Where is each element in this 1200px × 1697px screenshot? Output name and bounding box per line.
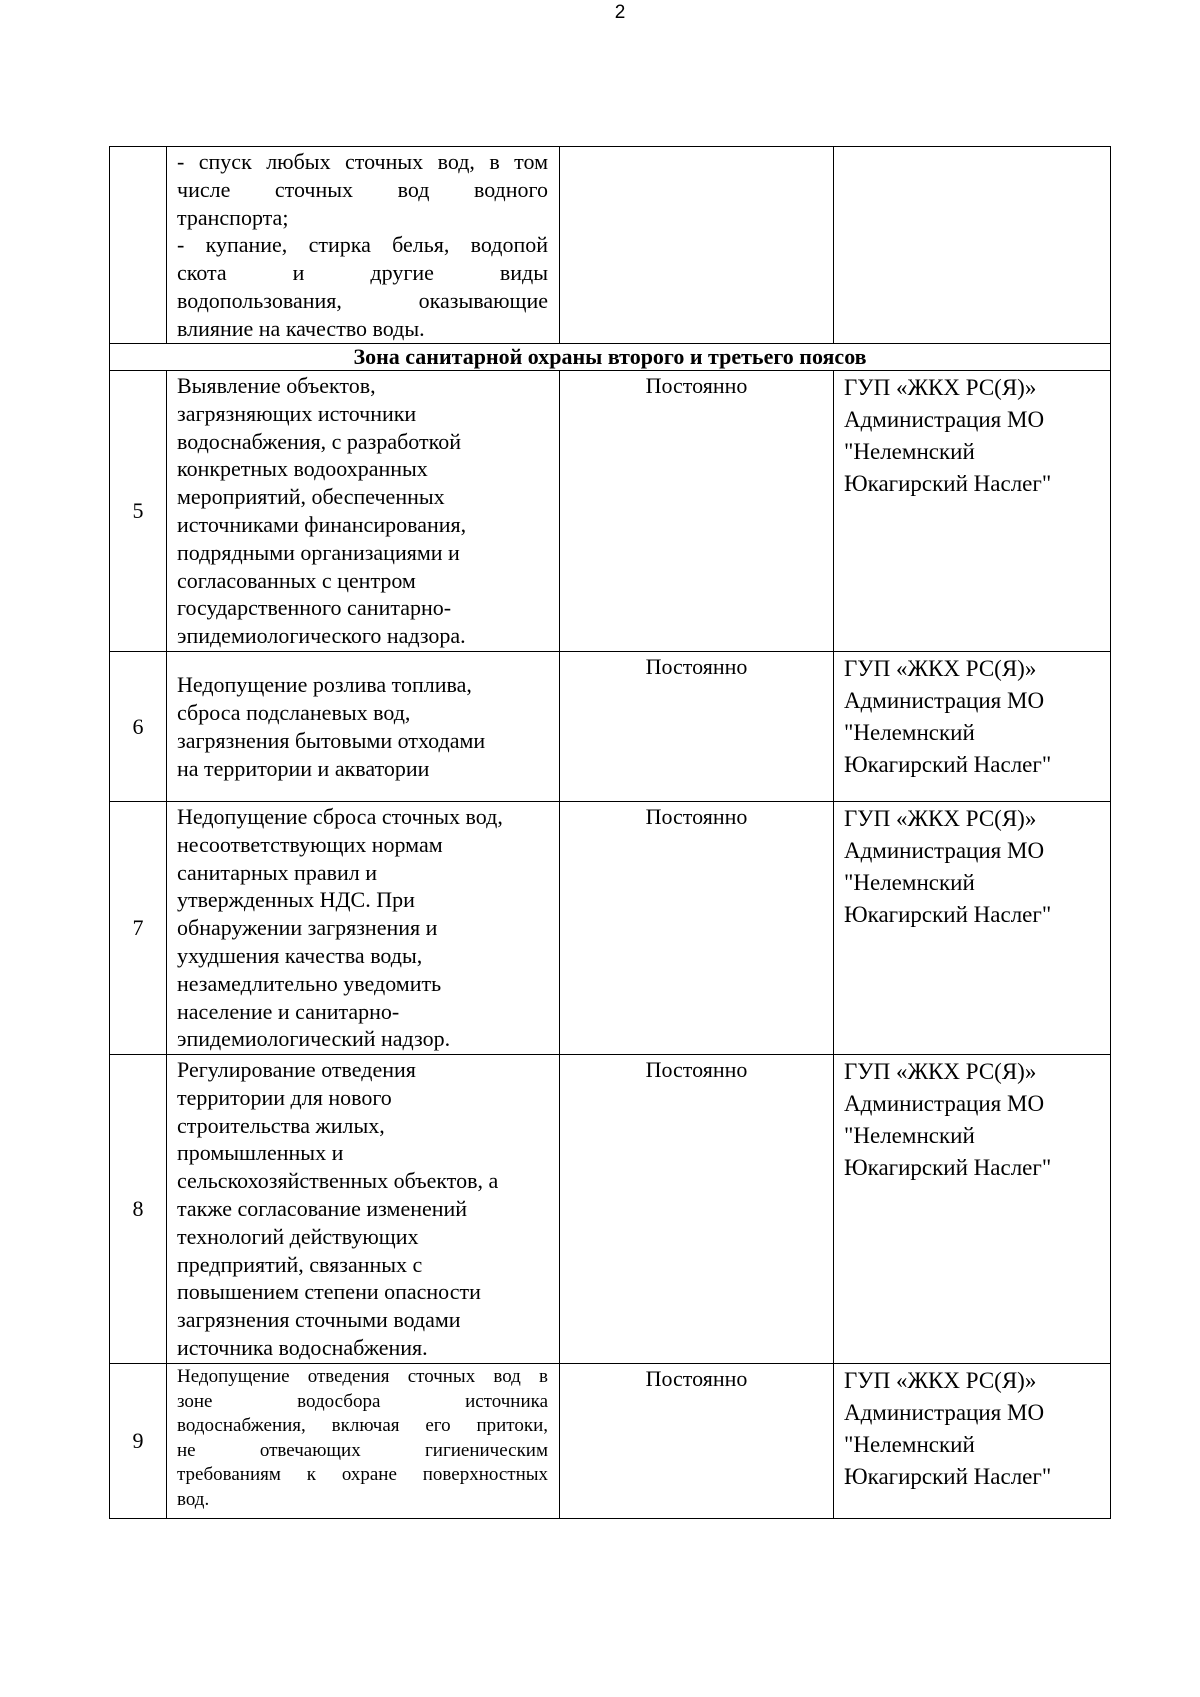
desc-line: загрязнения бытовыми отходами: [177, 728, 486, 753]
desc-line: Недопущение отведения сточных вод в: [177, 1366, 548, 1387]
desc-line: также согласование изменений: [177, 1195, 468, 1221]
desc-line: обнаружении загрязнения и: [177, 915, 438, 941]
desc-line: влияние на качество воды.: [177, 315, 425, 341]
row-number: 8: [110, 1055, 167, 1364]
responsible-line: ГУП «ЖКХ РС(Я)»: [844, 375, 1037, 400]
desc-line: несоответствующих нормам: [177, 831, 443, 857]
responsible-line: ГУП «ЖКХ РС(Я)»: [844, 1059, 1037, 1084]
desc-line: население и санитарно-: [177, 998, 400, 1024]
desc-line: промышленных и: [177, 1140, 344, 1166]
responsible-line: Администрация МО: [844, 688, 1045, 713]
desc-line: эпидемиологического надзора.: [177, 623, 466, 649]
desc-line: - купание, стирка белья, водопой: [177, 232, 548, 258]
row-responsible: [834, 371, 1111, 652]
responsible-line: "Нелемнский: [844, 1432, 975, 1457]
responsible-line: Юкагирский Наслег": [844, 1464, 1052, 1489]
desc-line: сельскохозяйственных объектов, а: [177, 1168, 499, 1194]
desc-line: конкретных водоохранных: [177, 456, 428, 482]
desc-line: незамедлительно уведомить: [177, 970, 442, 996]
row-term: [560, 147, 834, 344]
responsible-line: Юкагирский Наслег": [844, 752, 1052, 777]
desc-line: водоснабжения, включая его притоки,: [177, 1415, 548, 1436]
responsible-line: Юкагирский Наслег": [844, 1155, 1052, 1180]
desc-line: подрядными организациями и: [177, 539, 460, 565]
row-description: [167, 652, 560, 802]
desc-line: - спуск любых сточных вод, в том: [177, 149, 548, 174]
responsible-line: Юкагирский Наслег": [844, 471, 1052, 496]
desc-line: водопользования, оказывающие: [177, 287, 548, 313]
row-responsible: [834, 1055, 1111, 1364]
section-header-row: [110, 344, 1111, 371]
desc-line: утвержденных НДС. При: [177, 887, 415, 913]
desc-line: сброса подсланевых вод,: [177, 700, 411, 726]
desc-line: числе сточных вод водного: [177, 176, 548, 202]
measures-table: [109, 146, 1111, 1519]
desc-line: повышением степени опасности: [177, 1279, 481, 1305]
desc-line: эпидемиологический надзор.: [177, 1026, 451, 1052]
row-description: [167, 147, 560, 344]
responsible-line: "Нелемнский: [844, 870, 975, 895]
row-responsible: [834, 652, 1111, 802]
desc-line: ухудшения качества воды,: [177, 942, 423, 968]
row-responsible: [834, 1364, 1111, 1519]
table-row-continued: [110, 147, 1111, 344]
desc-line: вод.: [177, 1488, 210, 1510]
desc-line: Регулирование отведения: [177, 1057, 416, 1082]
row-term: Постоянно: [560, 652, 834, 802]
desc-line: водоснабжения, с разработкой: [177, 428, 461, 454]
desc-line: предприятий, связанных с: [177, 1251, 423, 1277]
table-row: [110, 371, 1111, 652]
desc-line: территории для нового: [177, 1084, 392, 1110]
section-title: Зона санитарной охраны второго и третьего поясов: [110, 344, 1111, 371]
desc-line: загрязняющих источники: [177, 400, 417, 426]
responsible-line: ГУП «ЖКХ РС(Я)»: [844, 1368, 1037, 1393]
table-row: [110, 802, 1111, 1055]
desc-line: технологий действующих: [177, 1223, 419, 1249]
row-description: [167, 1364, 560, 1519]
responsible-line: "Нелемнский: [844, 720, 975, 745]
responsible-line: ГУП «ЖКХ РС(Я)»: [844, 806, 1037, 831]
table-row: [110, 1055, 1111, 1364]
row-number: 7: [110, 802, 167, 1055]
row-responsible: [834, 147, 1111, 344]
row-responsible: [834, 802, 1111, 1055]
row-number: 5: [110, 371, 167, 652]
row-number: 9: [110, 1364, 167, 1519]
desc-line: на территории и акватории: [177, 755, 430, 781]
desc-line: мероприятий, обеспеченных: [177, 484, 445, 510]
desc-line: строительства жилых,: [177, 1112, 385, 1138]
row-description: [167, 1055, 560, 1364]
desc-line: загрязнения сточными водами: [177, 1307, 461, 1333]
row-term: Постоянно: [560, 1364, 834, 1519]
responsible-line: "Нелемнский: [844, 1123, 975, 1148]
row-description: [167, 802, 560, 1055]
row-number: 6: [110, 652, 167, 802]
desc-line: согласованных с центром: [177, 567, 416, 593]
row-term: Постоянно: [560, 1055, 834, 1364]
desc-line: Выявление объектов,: [177, 373, 376, 398]
desc-line: зоне водосбора источника: [177, 1390, 548, 1412]
responsible-line: Администрация МО: [844, 1091, 1045, 1116]
table-row: [110, 1364, 1111, 1519]
desc-line: не отвечающих гигиеническим: [177, 1439, 548, 1461]
desc-line: Недопущение сброса сточных вод,: [177, 804, 503, 829]
row-description: [167, 371, 560, 652]
responsible-line: Юкагирский Наслег": [844, 902, 1052, 927]
responsible-line: ГУП «ЖКХ РС(Я)»: [844, 656, 1037, 681]
responsible-line: Администрация МО: [844, 838, 1045, 863]
desc-line: источниками финансирования,: [177, 511, 467, 537]
row-term: Постоянно: [560, 802, 834, 1055]
desc-line: требованиям к охране поверхностных: [177, 1464, 548, 1485]
desc-line: источника водоснабжения.: [177, 1334, 428, 1360]
responsible-line: Администрация МО: [844, 407, 1045, 432]
desc-line: государственного санитарно-: [177, 595, 452, 621]
desc-line: Недопущение розлива топлива,: [177, 672, 472, 698]
row-term: Постоянно: [560, 371, 834, 652]
page-number: 2: [614, 2, 626, 23]
desc-line: скота и другие виды: [177, 260, 548, 286]
desc-line: транспорта;: [177, 204, 289, 230]
responsible-line: Администрация МО: [844, 1400, 1045, 1425]
table-row: [110, 652, 1111, 802]
row-number: [110, 147, 167, 344]
responsible-line: "Нелемнский: [844, 439, 975, 464]
desc-line: санитарных правил и: [177, 859, 377, 885]
